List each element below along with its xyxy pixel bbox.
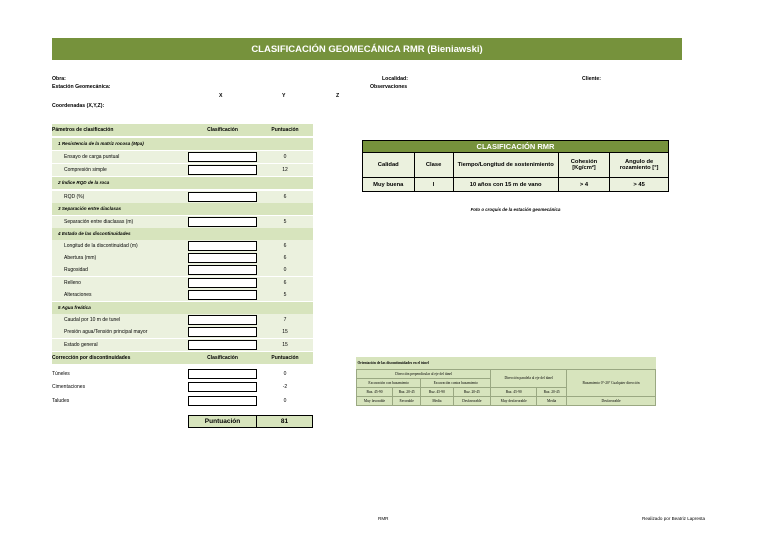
tuneles-value: 0 xyxy=(283,371,287,377)
estado-input[interactable] xyxy=(188,340,257,350)
separacion-value: 5 xyxy=(283,219,287,225)
rmr-v-angulo: > 45 xyxy=(610,178,669,192)
row-estado-general: Estado general 15 xyxy=(52,339,313,351)
tuneles-input[interactable] xyxy=(188,369,257,379)
alteraciones-input[interactable] xyxy=(188,290,257,300)
correccion-header: Corrección por discontinuidades xyxy=(52,355,131,361)
footer-right: Realizado por Beatriz Lapresta xyxy=(642,516,706,521)
observaciones-label: Observaciones xyxy=(370,84,408,90)
row-separacion: Separación entre diaclasas (m) 5 xyxy=(52,216,313,228)
row-taludes: Taludes 0 xyxy=(52,395,313,407)
caudal-input[interactable] xyxy=(188,315,257,325)
total-label: Puntuación xyxy=(188,415,257,428)
row-compresion: Compresión simple 12 xyxy=(52,164,313,176)
rmr-v-cohesion: > 4 xyxy=(558,178,610,192)
rmr-h-tiempo: Tiempo/Longitud de sostenimiento xyxy=(453,153,558,178)
rqd-value: 6 xyxy=(283,194,287,200)
ensayo-input[interactable] xyxy=(188,152,257,162)
rmr-h-clase: Clase xyxy=(414,153,453,178)
cliente-label: Cliente: xyxy=(582,76,602,82)
separacion-input[interactable] xyxy=(188,217,257,227)
section-agua: 5 Agua freática xyxy=(52,302,313,314)
row-relleno: Relleno 6 xyxy=(52,277,313,289)
rugosidad-input[interactable] xyxy=(188,265,257,275)
section-separacion: 3 Separación entre diaclasas xyxy=(52,203,313,215)
abertura-input[interactable] xyxy=(188,253,257,263)
row-rugosidad: Rugosidad 0 xyxy=(52,264,313,276)
orientacion-title: Orientación de las discontinuidades en el túnel xyxy=(357,360,429,365)
col-puntuacion: Puntuación xyxy=(271,127,299,133)
coord-y-label: Y xyxy=(282,93,286,99)
obra-label: Obra: xyxy=(52,76,66,82)
relleno-value: 6 xyxy=(283,280,287,286)
section-rqd: 2 Índice RQD de la roca xyxy=(52,177,313,189)
rmr-caption: CLASIFICACIÓN RMR xyxy=(363,141,669,153)
coord-x-label: X xyxy=(219,93,223,99)
alteraciones-value: 5 xyxy=(283,292,287,298)
rugosidad-value: 0 xyxy=(283,267,287,273)
cimentaciones-value: -2 xyxy=(282,384,288,390)
rqd-input[interactable] xyxy=(188,192,257,202)
presion-value: 15 xyxy=(282,329,288,335)
rmr-h-cohesion: Cohesión [Kg/cm²] xyxy=(558,153,610,178)
rmr-h-angulo: Angulo de rozamiento [°] xyxy=(610,153,669,178)
rmr-h-calidad: Calidad xyxy=(363,153,415,178)
total-value: 81 xyxy=(256,415,313,428)
rmr-v-clase: I xyxy=(414,178,453,192)
presion-input[interactable] xyxy=(188,327,257,337)
section-resistencia: 1 Resistencia de la matriz rocosa (Mpa) xyxy=(52,138,313,150)
compresion-value: 12 xyxy=(282,167,288,173)
taludes-value: 0 xyxy=(283,398,287,404)
footer-center: RMR xyxy=(378,516,389,521)
rmr-table xyxy=(362,140,669,192)
row-caudal: Caudal por 10 m de tunel 7 xyxy=(52,314,313,326)
params-header: Pámetros de clasificación xyxy=(52,127,114,133)
row-ensayo: Ensayo de carga puntual 0 xyxy=(52,151,313,163)
photo-caption: Foto o croquis de la estación geomecánica xyxy=(470,207,561,212)
orientacion-table: Orientación de las discontinuidades en el túnel Dirección perpendicular al eje del túnel Dirección paralela al eje del túnel Buzamiento 0°-20° Cualquier dirección Excavación con buzamiento Excavación contra buzamiento Buz. 45-90 Buz. 20-45 Buz. 45-90 Buz. 20-45 Buz. 45-90 Buz. 20-45 Muy favorable Favorable Media Desfavorable Muy desfavorable Media Desfavorable xyxy=(356,357,656,406)
cimentaciones-input[interactable] xyxy=(188,382,257,392)
taludes-input[interactable] xyxy=(188,396,257,406)
longitud-value: 6 xyxy=(283,243,287,249)
localidad-label: Localidad: xyxy=(382,76,408,82)
row-rqd: RQD (%) 6 xyxy=(52,191,313,203)
params-header-row xyxy=(52,124,313,136)
row-longitud: Longitud de la discontinuidad (m) 6 xyxy=(52,240,313,252)
ensayo-value: 0 xyxy=(283,154,287,160)
longitud-input[interactable] xyxy=(188,241,257,251)
rmr-v-tiempo: 10 años con 15 m de vano xyxy=(453,178,558,192)
caudal-value: 7 xyxy=(283,317,287,323)
row-abertura: Abertura (mm) 6 xyxy=(52,252,313,264)
compresion-input[interactable] xyxy=(188,165,257,175)
page-title: CLASIFICACIÓN GEOMECÁNICA RMR (Bieniawski) xyxy=(52,38,682,60)
row-cimentaciones: Cimentaciones -2 xyxy=(52,381,313,393)
section-estado: 4 Estado de las discontinuidades xyxy=(52,228,313,240)
correccion-header-row: Corrección por discontinuidades Clasificación Puntuación xyxy=(52,352,313,364)
relleno-input[interactable] xyxy=(188,278,257,288)
abertura-value: 6 xyxy=(283,255,287,261)
rmr-v-calidad: Muy buena xyxy=(363,178,415,192)
coord-z-label: Z xyxy=(336,93,340,99)
row-tuneles: Túneles 0 xyxy=(52,368,313,380)
estado-value: 15 xyxy=(282,342,288,348)
estacion-label: Estación Geomecánica: xyxy=(52,84,111,90)
col-clasificacion: Clasificación xyxy=(207,127,238,133)
coordenadas-label: Coordenadas (X,Y,Z): xyxy=(52,103,105,109)
row-alteraciones: Alteraciones 5 xyxy=(52,289,313,301)
row-presion: Presión agua/Tensión principal mayor 15 xyxy=(52,326,313,338)
